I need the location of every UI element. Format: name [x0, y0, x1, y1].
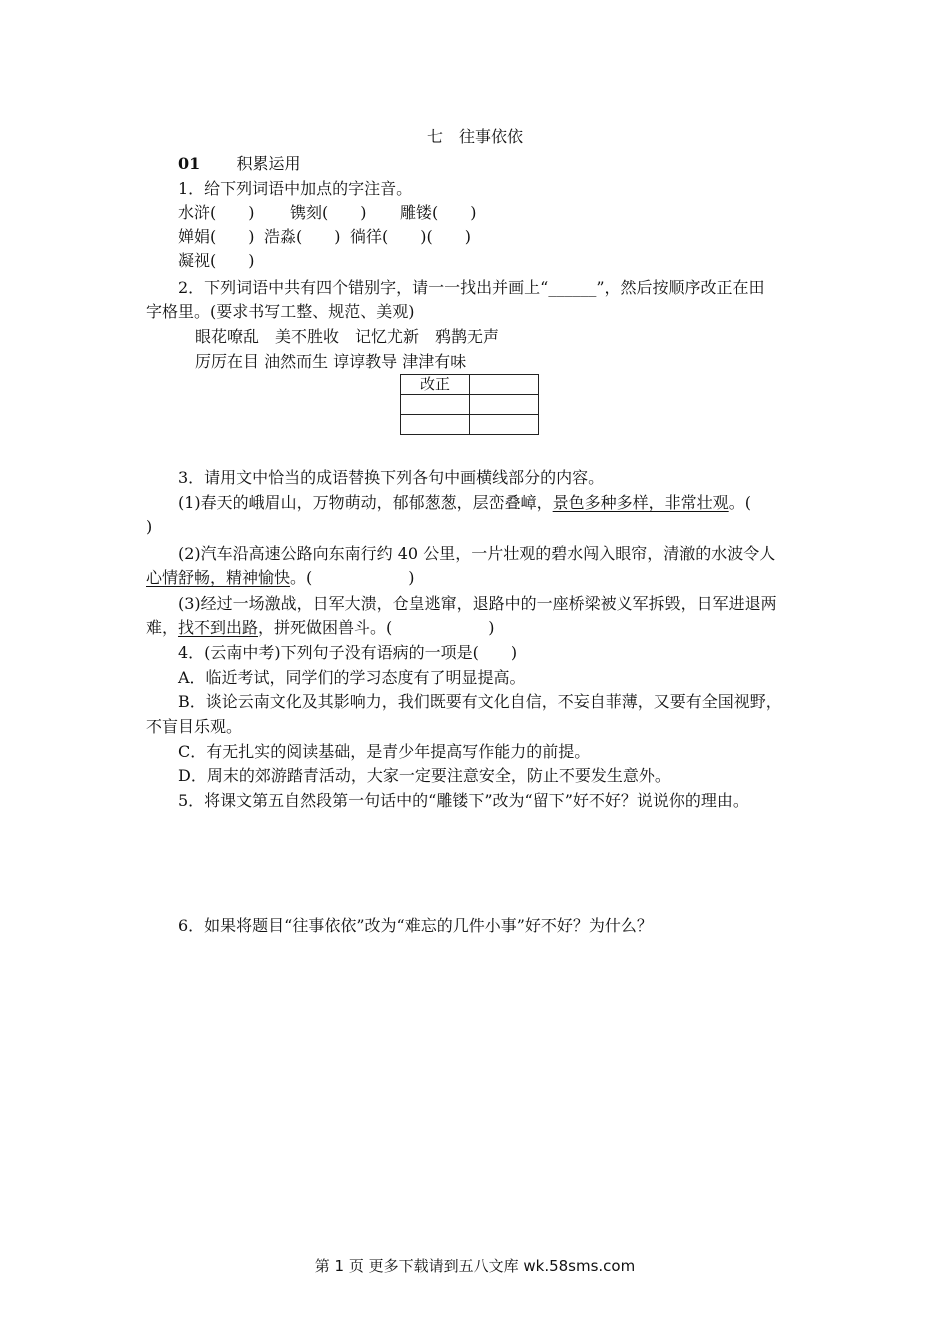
q4-option-b-line2: 不盲目乐观。	[146, 717, 243, 736]
correction-cell[interactable]	[470, 375, 539, 395]
q3-sentence-2	[146, 567, 415, 589]
q1-item: 婵娟( )	[178, 227, 255, 246]
correction-grid-header: 改正	[401, 375, 470, 395]
q3-s3-blank: ，拼死做困兽斗。( )	[258, 618, 495, 637]
correction-cell[interactable]	[470, 415, 539, 435]
q3-s3-line1: (3)经过一场激战，日军大溃，仓皇逃窜，退路中的一座桥梁被义军拆毁，日军进退两	[178, 594, 777, 613]
page-title: 七 往事依依	[426, 127, 523, 146]
q2-stem-line1: 2．下列词语中共有四个错别字，请一一找出并画上“______”，然后按顺序改正在田	[178, 278, 765, 297]
q3-s1-underlined: 景色多种多样，非常壮观	[552, 493, 729, 512]
q1-item: 凝视( )	[178, 251, 255, 270]
q6-stem: 6．如果将题目“往事依依”改为“难忘的几件小事”好不好？为什么？	[178, 916, 653, 935]
q3-s1-text: (1)春天的峨眉山，万物萌动，郁郁葱葱，层峦叠嶂，	[178, 493, 553, 512]
q3-s2-line1: (2)汽车沿高速公路向东南行约 40 公里，一片壮观的碧水闯入眼帘，清澈的水波令人	[178, 544, 776, 563]
q3-sentence-3	[146, 617, 495, 639]
q4-option-b-line1: B．谈论云南文化及其影响力，我们既要有文化自信，不妄自菲薄，又要有全国视野，	[178, 692, 782, 711]
q5-answer-area[interactable]	[146, 815, 806, 910]
q4-option-c: C．有无扎实的阅读基础，是青少年提高写作能力的前提。	[178, 742, 591, 761]
q3-sentence-1	[178, 492, 751, 514]
q3-s3-text: 难，	[146, 618, 179, 637]
q1-item: 徜徉( )( )	[350, 227, 471, 246]
q4-stem: 4．(云南中考)下列句子没有语病的一项是( )	[178, 643, 518, 662]
section-name: 积累运用	[236, 154, 301, 173]
q1-item: 浩淼( )	[264, 227, 341, 246]
q3-s2-blank: 。( )	[290, 568, 415, 587]
correction-grid	[400, 374, 539, 435]
section-number: 01	[178, 154, 201, 173]
correction-cell[interactable]	[470, 395, 539, 415]
q2-stem-line2: 字格里。(要求书写工整、规范、美观)	[146, 302, 415, 321]
correction-cell[interactable]	[401, 415, 470, 435]
q1-item: 水浒( )	[178, 203, 255, 222]
q3-s1-blank: 。(	[728, 493, 751, 512]
q1-item: 镌刻( )	[290, 203, 367, 222]
q2-words-line1: 眼花嘹乱 美不胜收 记忆尤新 鸦鹊无声	[195, 327, 500, 346]
q4-option-a: A．临近考试，同学们的学习态度有了明显提高。	[178, 668, 526, 687]
q2-words-line2: 厉厉在目 油然而生 谆谆教导 津津有味	[195, 352, 467, 371]
q1-item: 雕镂( )	[400, 203, 477, 222]
q5-stem: 5．将课文第五自然段第一句话中的“雕镂下”改为“留下”好不好？说说你的理由。	[178, 791, 749, 810]
correction-cell[interactable]	[401, 395, 470, 415]
q3-s2-underlined: 心情舒畅，精神愉快	[146, 568, 291, 587]
q4-option-d: D．周末的郊游踏青活动，大家一定要注意安全，防止不要发生意外。	[178, 766, 671, 785]
q3-s1-close: )	[146, 517, 153, 536]
q6-answer-area[interactable]	[146, 940, 806, 1060]
section-heading	[178, 153, 300, 175]
q3-stem: 3．请用文中恰当的成语替换下列各句中画横线部分的内容。	[178, 468, 605, 487]
page-footer: 第 1 页 更多下载请到五八文库 wk.58sms.com	[314, 1257, 636, 1275]
q1-stem: 1．给下列词语中加点的字注音。	[178, 179, 413, 198]
q3-s3-underlined: 找不到出路	[178, 618, 259, 637]
